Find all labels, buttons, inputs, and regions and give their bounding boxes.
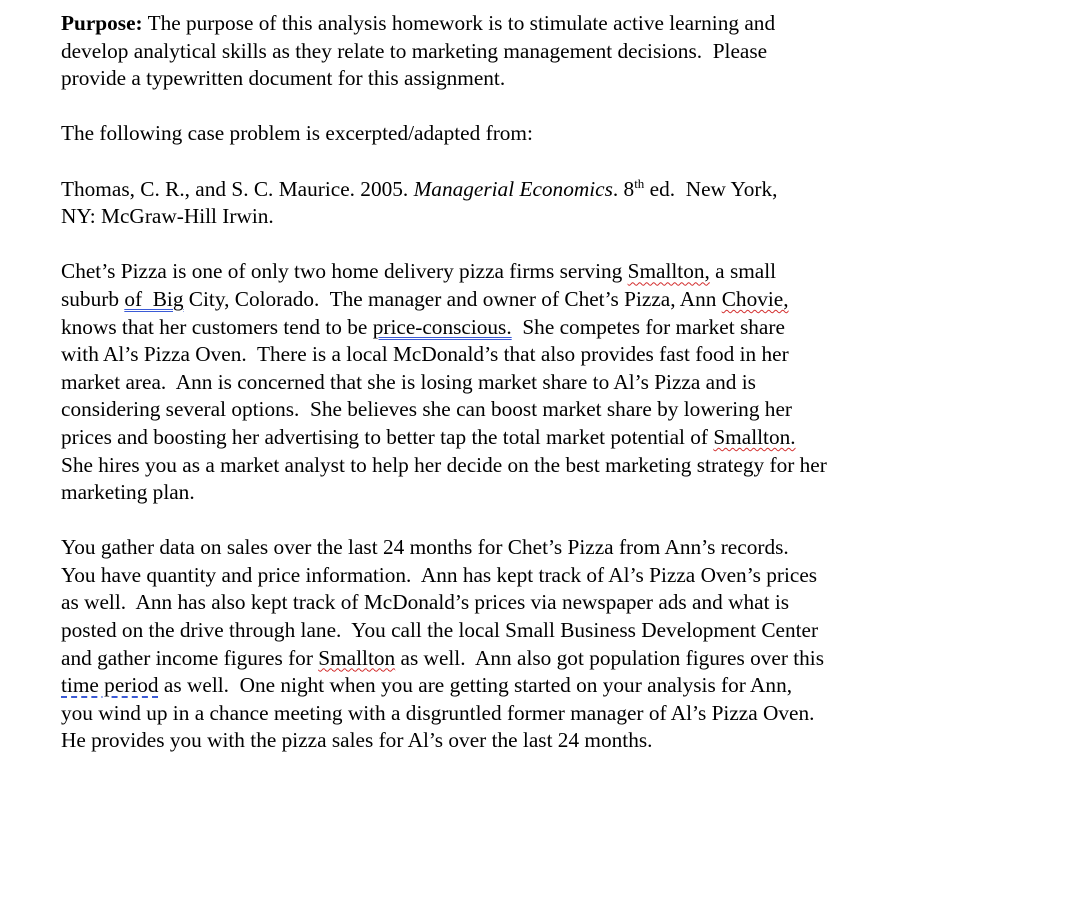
para1-line-9: marketing plan. xyxy=(61,480,195,505)
grammar-flag-price-conscious[interactable]: price-conscious. xyxy=(372,314,512,339)
spelling-flag-chovie[interactable]: Chovie, xyxy=(721,286,789,311)
purpose-line-2: develop analytical skills as they relate to marketing management decisions. Please xyxy=(61,38,768,63)
spelling-flag-smallton[interactable]: Smallton. xyxy=(713,424,796,449)
para1-line-1 xyxy=(61,258,941,286)
para2-line-1: You gather data on sales over the last 24 months for Chet’s Pizza from Ann’s records. xyxy=(61,535,789,560)
citation-book-title: Managerial Economics xyxy=(413,176,613,201)
para2-line-6 xyxy=(61,672,941,700)
purpose-line-3: provide a typewritten document for this assignment. xyxy=(61,66,506,91)
text-run: prices and boosting her advertising to better tap the total market potential of xyxy=(61,424,714,449)
text-run: She competes for market share xyxy=(511,314,785,339)
paragraph-gap xyxy=(61,93,941,121)
para1-line-6: considering several options. She believes she can boost market share by lowering her xyxy=(61,397,792,422)
citation-authors: Thomas, C. R., and S. C. Maurice. 2005. xyxy=(61,176,414,201)
para1-line-3 xyxy=(61,314,941,342)
para2-line-7: you wind up in a chance meeting with a disgruntled former manager of Al’s Pizza Oven. xyxy=(61,700,815,725)
citation-edition-pre: . 8 xyxy=(612,176,635,201)
text-run: as well. One night when you are getting started on your analysis for Ann, xyxy=(158,673,793,698)
citation-line-1 xyxy=(61,176,941,204)
para1-line-4: with Al’s Pizza Oven. There is a local McDonald’s that also provides fast food in her xyxy=(61,342,789,367)
paragraph-gap xyxy=(61,148,941,176)
grammar-flag-of-big[interactable]: of Big xyxy=(124,286,184,311)
para1-line-8: She hires you as a market analyst to help her decide on the best marketing strategy for her xyxy=(61,452,827,477)
purpose-line-1 xyxy=(61,10,941,38)
purpose-label: Purpose: xyxy=(61,11,143,35)
paragraph-gap xyxy=(61,507,941,535)
para2-line-5 xyxy=(61,645,941,673)
text-run: and gather income figures for xyxy=(61,645,319,670)
para1-line-7 xyxy=(61,424,941,452)
citation-edition-sup: th xyxy=(634,175,645,191)
paragraph-gap xyxy=(61,231,941,259)
spelling-flag-smallton[interactable]: Smallton xyxy=(318,645,396,670)
citation-line-2: NY: McGraw-Hill Irwin. xyxy=(61,204,274,229)
purpose-text-1: The purpose of this analysis homework is to stimulate active learning and xyxy=(142,11,776,35)
citation-edition-post: ed. New York, xyxy=(644,176,778,201)
text-run: City, Colorado. The manager and owner of Chet’s Pizza, Ann xyxy=(183,286,722,311)
spelling-flag-smallton[interactable]: Smallton, xyxy=(627,259,710,284)
para2-line-8: He provides you with the pizza sales for Al’s over the last 24 months. xyxy=(61,728,653,753)
text-run: a small xyxy=(709,259,777,284)
para2-line-2: You have quantity and price information. Ann has kept track of Al’s Pizza Oven’s prices xyxy=(61,562,818,587)
intro-line: The following case problem is excerpted/adapted from: xyxy=(61,121,533,146)
para1-line-5: market area. Ann is concerned that she is losing market share to Al’s Pizza and is xyxy=(61,369,756,394)
grammar-flag-time-period[interactable]: time period xyxy=(61,673,159,698)
document-page xyxy=(61,10,941,755)
para2-line-4: posted on the drive through lane. You call the local Small Business Development Center xyxy=(61,618,819,643)
text-run: knows that her customers tend to be xyxy=(61,314,373,339)
text-run: Chet’s Pizza is one of only two home delivery pizza firms serving xyxy=(61,259,628,284)
text-run: as well. Ann also got population figures over this xyxy=(395,645,825,670)
para1-line-2 xyxy=(61,286,941,314)
para2-line-3: as well. Ann has also kept track of McDonald’s prices via newspaper ads and what is xyxy=(61,590,790,615)
text-run: suburb xyxy=(61,286,125,311)
